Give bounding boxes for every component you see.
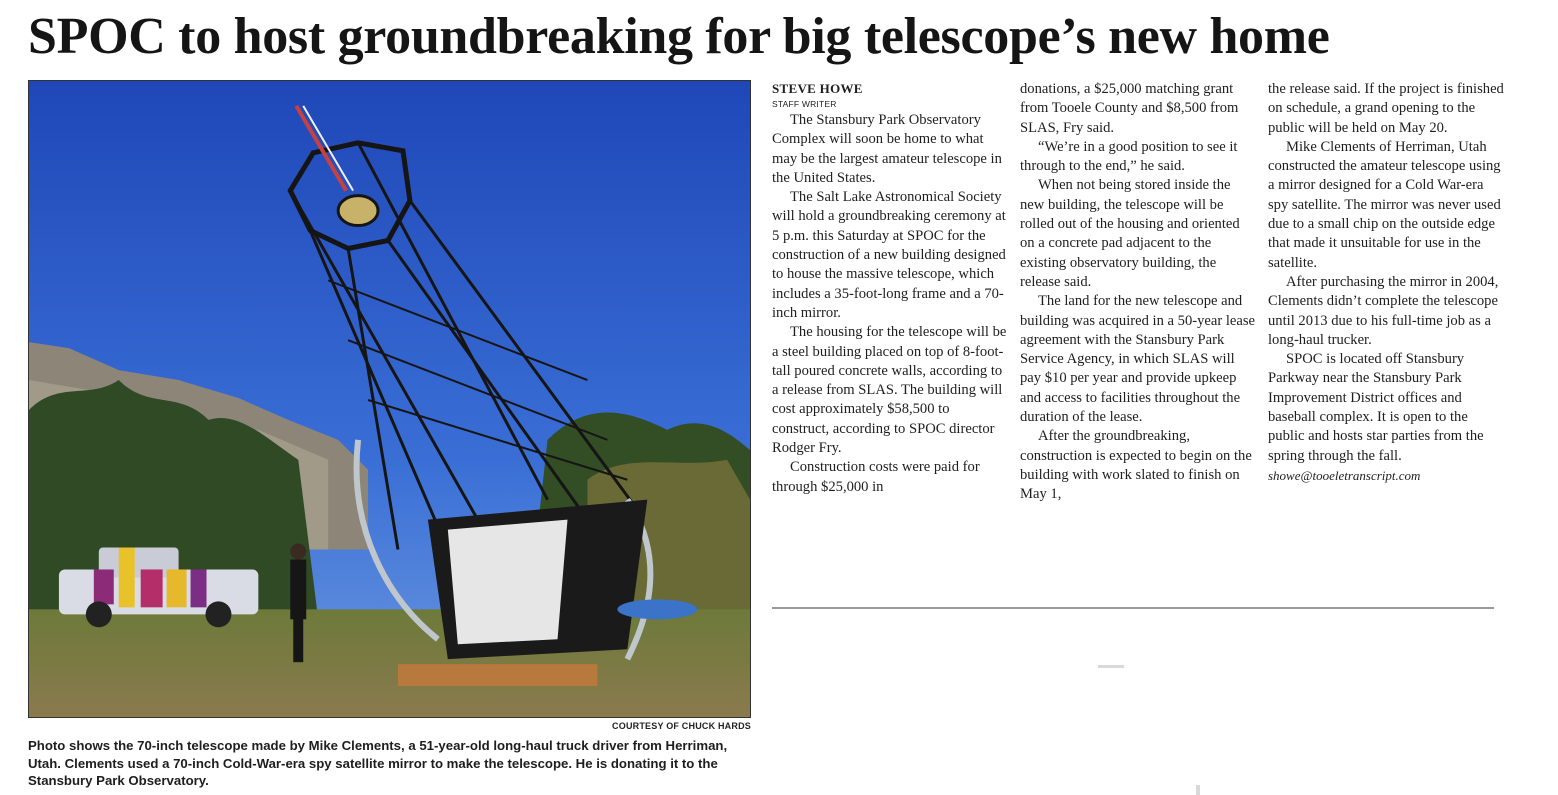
photo-caption: Photo shows the 70-inch telescope made by Mike Clements, a 51-year-old long-haul truck driver from Herriman, Utah. Clements used a 70-inch Cold-War-era spy satellite mirror to make the telescope. He is donating it to the Stansbury Park Observatory. xyxy=(28,738,728,788)
paragraph: The land for the new telescope and building was acquired in a 50-year lease agreement with the Stansbury Park Service Agency, in which SLAS will pay $10 per year and provide upkeep and access to facilities throughout the duration of the lease. xyxy=(1020,293,1256,426)
photo-credit: COURTESY OF CHUCK HARDS xyxy=(612,721,751,731)
paragraph: the release said. If the project is finished on schedule, a grand opening to the public will be held on May 20. xyxy=(1268,81,1504,136)
paragraph: The Stansbury Park Observatory Complex will soon be home to what may be the largest amateur telescope in the United States. xyxy=(772,112,1002,186)
headline: SPOC to host groundbreaking for big telescope’s new home xyxy=(28,8,1330,65)
paragraph: The Salt Lake Astronomical Society will hold a groundbreaking ceremony at 5 p.m. this Saturday at SPOC for the construction of a new building designed to house the massive telescope, which includes a 35-foot-long frame and a 70-inch mirror. xyxy=(772,189,1006,321)
telescope-photo xyxy=(28,80,751,718)
paragraph: Construction costs were paid for through $25,000 in xyxy=(772,459,980,495)
article-divider xyxy=(772,607,1494,609)
paragraph: “We’re in a good position to see it through to the end,” he said. xyxy=(1020,138,1238,175)
article-column-3 xyxy=(1268,80,1504,485)
byline-name: STEVE HOWE xyxy=(772,81,863,96)
article-column-1 xyxy=(772,80,1008,497)
author-email: showe@tooeletranscript.com xyxy=(1268,467,1421,483)
paragraph: The housing for the telescope will be a steel building placed on top of 8-foot-tall poured concrete walls, according to a release from SLAS. The building will cost approximately $58,500 to construct, according to SPOC director Rodger Fry. xyxy=(772,324,1007,457)
print-speck xyxy=(1196,785,1200,795)
paragraph: When not being stored inside the new building, the telescope will be rolled out of the housing and oriented on a concrete pad adjacent to the existing observatory building, the release said. xyxy=(1020,177,1240,290)
byline-title: STAFF WRITER xyxy=(772,99,837,109)
paragraph: After purchasing the mirror in 2004, Clements didn’t complete the telescope until 2013 due to his full-time job as a long-haul trucker. xyxy=(1268,273,1499,348)
paragraph: After the groundbreaking, construction is expected to begin on the building with work slated to finish on May 1, xyxy=(1020,428,1252,503)
telescope-photo-illustration xyxy=(29,81,750,717)
paragraph: SPOC is located off Stansbury Parkway near the Stansbury Park Improvement District offices and baseball complex. It is open to the public and hosts star parties from the spring through the fall. xyxy=(1268,351,1484,464)
print-speck xyxy=(1098,665,1124,668)
paragraph: donations, a $25,000 matching grant from Tooele County and $8,500 from SLAS, Fry said. xyxy=(1020,81,1239,136)
article-column-2 xyxy=(1020,80,1256,505)
paragraph: Mike Clements of Herriman, Utah constructed the amateur telescope using a mirror designed for a Cold War-era spy satellite. The mirror was never used due to a small chip on the outside edge that made it unsuitable for use in the satellite. xyxy=(1268,138,1501,271)
